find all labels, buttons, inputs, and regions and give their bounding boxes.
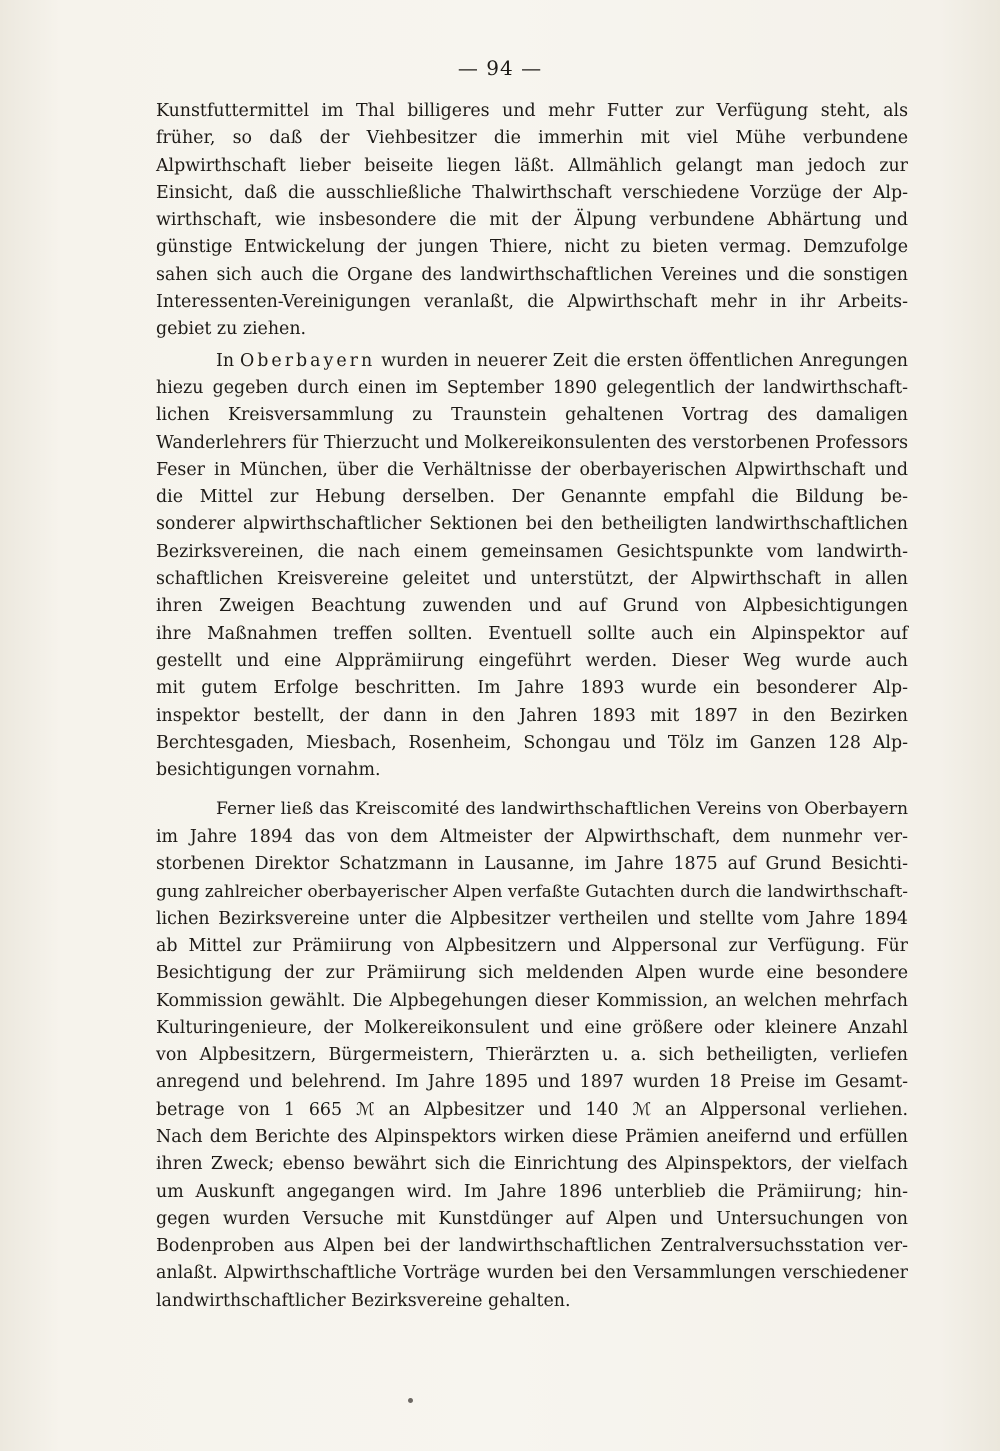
text-line: günstige Entwickelung der jungen Thiere, nicht zu bieten vermag. Demzufolge [156, 237, 908, 258]
page-number: — 94 — [457, 56, 543, 80]
text-line: Kommission gewählt. Die Alpbegehungen dieser Kommission, an welchen mehrfach [156, 990, 908, 1011]
ink-speck [408, 1398, 413, 1403]
lead-text-after: wurden in neuerer Zeit die ersten öffentlichen Anregungen [375, 350, 908, 371]
text-line: schaftlichen Kreisvereine geleitet und unterstützt, der Alpwirthschaft in allen [156, 569, 908, 590]
text-line: inspektor bestellt, der dann in den Jahren 1893 mit 1897 in den Bezirken [156, 705, 908, 726]
text-line: Bezirksvereinen, die nach einem gemeinsamen Gesichtspunkte vom landwirth- [156, 541, 908, 562]
text-line: ihren Zweck; ebenso bewährt sich die Einrichtung des Alpinspektors, der vielfach [156, 1154, 908, 1175]
text-line: Nach dem Berichte des Alpinspektors wirken diese Prämien aneifernd und erfüllen [156, 1126, 908, 1147]
text-line: ihren Zweigen Beachtung zuwenden und auf Grund von Alpbesichtigungen [156, 596, 908, 617]
text-line: ihre Maßnahmen treffen sollten. Eventuell sollte auch ein Alpinspektor auf [156, 623, 908, 644]
text-line-lead [156, 348, 908, 375]
text-line: landwirthschaftlicher Bezirksvereine gehalten. [156, 1290, 571, 1311]
text-line: früher, so daß der Viehbesitzer die immerhin mit viel Mühe verbundene [156, 128, 908, 149]
text-line: betrage von 1 665 ℳ an Alpbesitzer und 140 ℳ an Alppersonal verliehen. [156, 1099, 908, 1120]
text-line: lichen Bezirksvereine unter die Alpbesitzer vertheilen und stellte vom Jahre 1894 [156, 908, 908, 929]
text-line: Interessenten-Vereinigungen veranlaßt, die Alpwirthschaft mehr in ihr Arbeits- [156, 292, 908, 313]
text-line: Bodenproben aus Alpen bei der landwirthschaftlichen Zentralversuchsstation ver- [156, 1236, 908, 1257]
text-line: Einsicht, daß die ausschließliche Thalwirthschaft verschiedene Vorzüge der Alp- [156, 182, 908, 203]
text-line: lichen Kreisversammlung zu Traunstein gehaltenen Vortrag des damaligen [156, 405, 908, 426]
text-line: anregend und belehrend. Im Jahre 1895 und 1897 wurden 18 Preise im Gesamt- [156, 1072, 908, 1093]
text-line: Wanderlehrers für Thierzucht und Molkereikonsulenten des verstorbenen Professors [156, 432, 908, 453]
text-line: gung zahlreicher oberbayerischer Alpen verfaßte Gutachten durch die landwirthschaft- [156, 881, 908, 902]
paragraph-1 [156, 98, 908, 344]
spaced-emphasis: Oberbayern [240, 350, 376, 371]
paragraph-3 [156, 796, 908, 1315]
text-line: Kunstfuttermittel im Thal billigeres und mehr Futter zur Verfügung steht, als [156, 101, 908, 121]
text-line: Besichtigung der zur Prämiirung sich meldenden Alpen wurde eine besondere [156, 963, 908, 984]
text-line: Feser in München, über die Verhältnisse der oberbayerischen Alpwirthschaft und [156, 459, 908, 480]
text-line: Ferner ließ das Kreiscomité des landwirthschaftlichen Vereins von Oberbayern [216, 799, 908, 820]
text-line: gebiet zu ziehen. [156, 319, 307, 340]
text-line: gegen wurden Versuche mit Kunstdünger auf Alpen und Untersuchungen von [156, 1208, 908, 1229]
text-line: anlaßt. Alpwirthschaftliche Vorträge wurden bei den Versammlungen verschiedener [156, 1263, 908, 1284]
text-line: besichtigungen vornahm. [156, 760, 381, 781]
text-line: storbenen Direktor Schatzmann in Lausanne, im Jahre 1875 auf Grund Besichti- [156, 854, 908, 875]
text-line: gestellt und eine Alpprämiirung eingeführt werden. Dieser Weg wurde auch [156, 650, 908, 671]
text-line: sahen sich auch die Organe des landwirthschaftlichen Vereines und die sonstigen [156, 264, 908, 285]
text-line: Kulturingenieure, der Molkereikonsulent und eine größere oder kleinere Anzahl [156, 1017, 908, 1038]
text-line: wirthschaft, wie insbesondere die mit der Älpung verbundene Abhärtung und [156, 210, 908, 231]
text-line: Alpwirthschaft lieber beiseite liegen läßt. Allmählich gelangt man jedoch zur [156, 155, 908, 176]
text-line: Berchtesgaden, Miesbach, Rosenheim, Schongau und Tölz im Ganzen 128 Alp- [156, 732, 908, 753]
text-line: um Auskunft angegangen wird. Im Jahre 1896 unterblieb die Prämiirung; hin- [156, 1181, 908, 1202]
text-line: sonderer alpwirthschaftlicher Sektionen bei den betheiligten landwirthschaftlichen [156, 514, 908, 535]
body-text [156, 98, 908, 1315]
text-line: von Alpbesitzern, Bürgermeistern, Thierärzten u. a. sich betheiligten, verliefen [156, 1045, 908, 1066]
paragraph-2 [156, 348, 908, 785]
text-line: die Mittel zur Hebung derselben. Der Genannte empfahl die Bildung be- [156, 487, 908, 508]
text-line: im Jahre 1894 das von dem Altmeister der Alpwirthschaft, dem nunmehr ver- [156, 826, 908, 847]
text-line: hiezu gegeben durch einen im September 1890 gelegentlich der landwirthschaft- [156, 377, 908, 398]
text-line: ab Mittel zur Prämiirung von Alpbesitzern und Alppersonal zur Verfügung. Für [156, 935, 908, 956]
lead-text-before: In [216, 350, 241, 371]
text-line: mit gutem Erfolge beschritten. Im Jahre 1893 wurde ein besonderer Alp- [156, 678, 908, 699]
